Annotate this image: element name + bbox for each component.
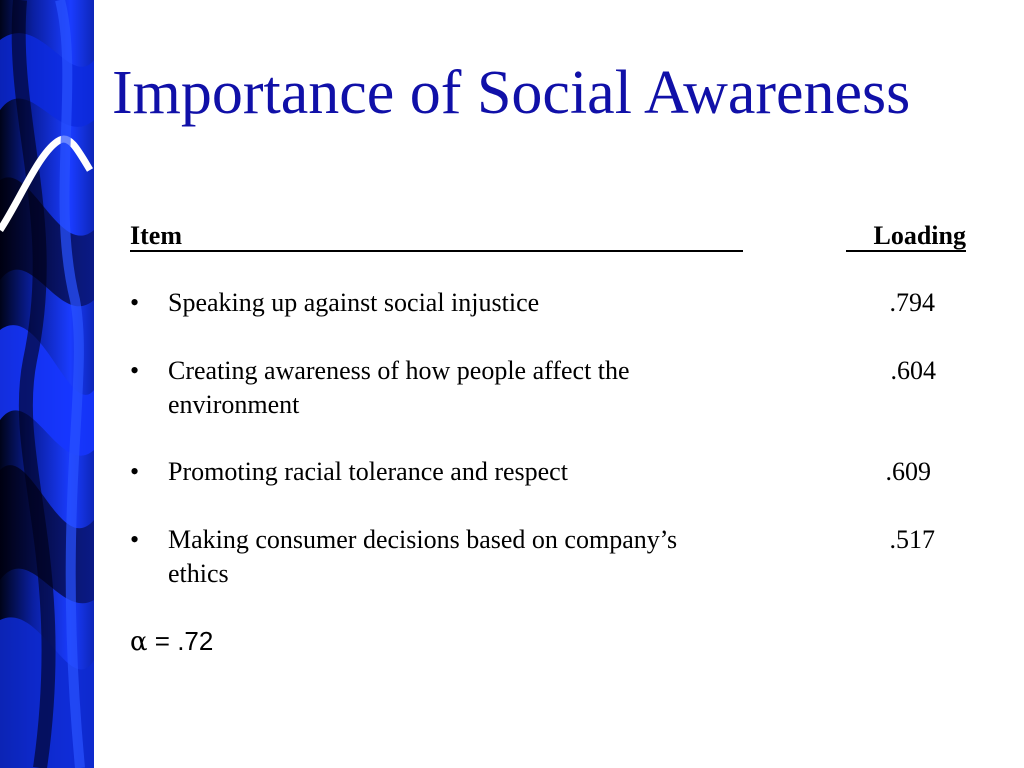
item-text: Creating awareness of how people affect the environment <box>168 356 630 419</box>
alpha-value: = .72 <box>147 626 214 656</box>
bullet-icon: • <box>130 288 140 317</box>
header-item-label: Item <box>130 222 743 252</box>
decorative-side-band <box>0 0 94 768</box>
item-text: Speaking up against social injustice <box>168 288 540 317</box>
bullet-icon: • <box>130 525 140 554</box>
bullet-icon: • <box>130 356 140 385</box>
bullet-icon: • <box>130 457 140 486</box>
reliability-alpha <box>130 624 213 659</box>
item-loading-value: .794 <box>889 288 935 317</box>
item-text: Promoting racial tolerance and respect <box>168 457 568 486</box>
slide-title: Importance of Social Awareness <box>112 59 911 127</box>
item-loading-value: .517 <box>889 525 935 554</box>
table-header <box>130 222 970 252</box>
wave-pattern-graphic <box>0 0 94 768</box>
alpha-symbol: α <box>130 627 148 657</box>
item-loading-value: .604 <box>890 356 936 385</box>
item-text: Making consumer decisions based on company’s ethics <box>168 525 678 588</box>
header-loading-label: Loading <box>846 222 966 252</box>
item-loading-value: .609 <box>885 457 931 486</box>
